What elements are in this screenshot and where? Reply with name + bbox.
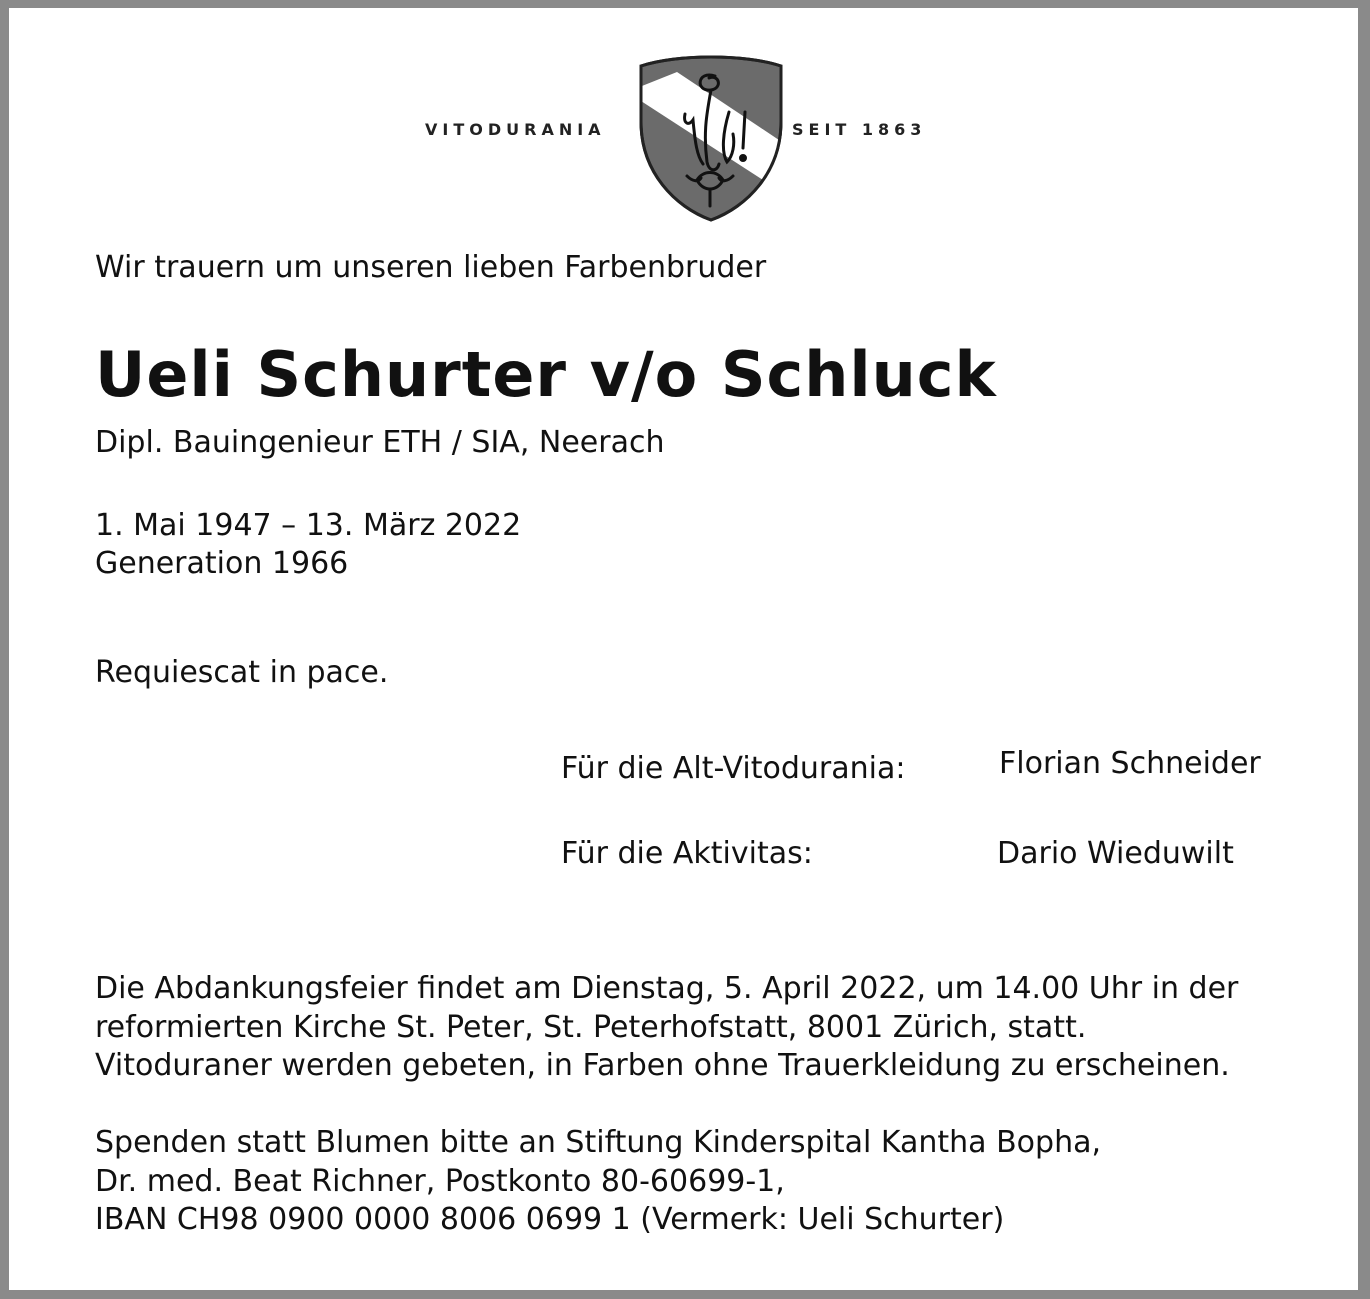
- generation-text: Generation 1966: [95, 546, 349, 581]
- ceremony-line: Vitoduraner werden gebeten, in Farben ohne Trauerkleidung zu erscheinen.: [95, 1048, 1230, 1083]
- life-dates: 1. Mai 1947 – 13. März 2022: [95, 508, 522, 543]
- org-since: SEIT 1863: [792, 120, 927, 139]
- donation-line: IBAN CH98 0900 0000 8006 0699 1 (Vermerk: Ueli Schurter): [95, 1202, 1005, 1237]
- rip-text: Requiescat in pace.: [95, 655, 389, 690]
- signature-label: Für die Alt-Vitodurania:: [561, 751, 906, 786]
- donation-line: Dr. med. Beat Richner, Postkonto 80-60699-1,: [95, 1163, 785, 1199]
- deceased-name: Ueli Schurter v/o Schluck: [95, 338, 997, 411]
- obituary-page: [9, 8, 1358, 1290]
- donation-line: Spenden statt Blumen bitte an Stiftung Kinderspital Kantha Bopha,: [95, 1125, 1102, 1160]
- signature-label: Für die Aktivitas:: [561, 836, 813, 871]
- signature-name: Dario Wieduwilt: [997, 836, 1234, 871]
- donations-paragraph: [95, 1124, 1101, 1240]
- signature-name: Florian Schneider: [999, 746, 1261, 781]
- ceremony-paragraph: [95, 970, 1238, 1086]
- intro-text: Wir trauern um unseren lieben Farbenbruder: [95, 250, 767, 285]
- crest-shield-icon: [637, 52, 785, 222]
- ceremony-line: reformierten Kirche St. Peter, St. Peterhofstatt, 8001 Zürich, statt.: [95, 1009, 1087, 1045]
- crest-logo: [637, 52, 785, 222]
- ceremony-line: Die Abdankungsfeier findet am Dienstag, 5. April 2022, um 14.00 Uhr in der: [95, 971, 1239, 1006]
- org-name: VITODURANIA: [425, 120, 606, 139]
- deceased-title: Dipl. Bauingenieur ETH / SIA, Neerach: [95, 425, 665, 460]
